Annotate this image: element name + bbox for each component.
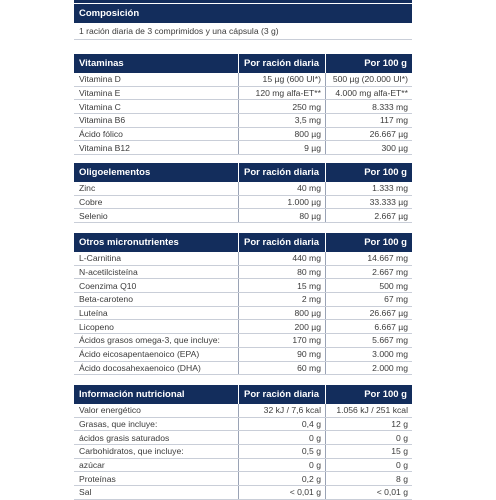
- table-row: Licopeno 200 µg 6.667 µg: [74, 320, 412, 334]
- table-row: Vitamina D 15 µg (600 UI*) 500 µg (20.000 UI*): [74, 73, 412, 87]
- table-row: Grasas, que incluye: 0,4 g 12 g: [74, 418, 412, 432]
- vitaminas-header: [74, 54, 412, 73]
- vitaminas-title: Vitaminas: [79, 58, 124, 69]
- oligoelementos-title: Oligoelementos: [79, 167, 151, 178]
- table-row: Selenio 80 µg 2.667 µg: [74, 209, 412, 223]
- composicion-text: 1 ración diaria de 3 comprimidos y una cápsula (3 g): [74, 23, 412, 40]
- table-row: Ácido fólico 800 µg 26.667 µg: [74, 128, 412, 142]
- col-per-serving: Por ración diaria: [238, 54, 325, 73]
- table-row: Coenzima Q10 15 mg 500 mg: [74, 279, 412, 293]
- col-per-serving: Por ración diaria: [238, 163, 325, 182]
- table-row: Proteínas 0,2 g 8 g: [74, 472, 412, 486]
- col-per-serving: Por ración diaria: [238, 233, 325, 252]
- section-composicion: [74, 4, 412, 40]
- table-row: Vitamina E 120 mg alfa-ET** 4.000 mg alfa-ET**: [74, 87, 412, 101]
- col-per-serving: Por ración diaria: [238, 385, 325, 404]
- col-per-100g: Por 100 g: [325, 233, 412, 252]
- col-per-100g: Por 100 g: [325, 54, 412, 73]
- otros-title: Otros micronutrientes: [79, 237, 179, 248]
- table-row: Carbohidratos, que incluye: 0,5 g 15 g: [74, 445, 412, 459]
- table-row: L-Carnitina 440 mg 14.667 mg: [74, 252, 412, 266]
- table-row: Vitamina C 250 mg 8.333 mg: [74, 100, 412, 114]
- table-row: Ácido eicosapentaenoico (EPA) 90 mg 3.000 mg: [74, 348, 412, 362]
- table-row: Zinc 40 mg 1.333 mg: [74, 182, 412, 196]
- vitaminas-rows: [74, 73, 412, 155]
- col-per-100g: Por 100 g: [325, 163, 412, 182]
- table-row: Valor energético 32 kJ / 7,6 kcal 1.056 kJ / 251 kcal: [74, 404, 412, 418]
- otros-header: [74, 233, 412, 252]
- col-per-100g: Por 100 g: [325, 385, 412, 404]
- table-row: Vitamina B6 3,5 mg 117 mg: [74, 114, 412, 128]
- table-row: ácidos grasis saturados 0 g 0 g: [74, 431, 412, 445]
- table-row: N-acetilcisteína 80 mg 2.667 mg: [74, 266, 412, 280]
- table-row: Ácidos grasos omega-3, que incluye: 170 mg 5.667 mg: [74, 334, 412, 348]
- table-row: azúcar 0 g 0 g: [74, 459, 412, 473]
- nutricional-header: [74, 385, 412, 404]
- section-otros-micronutrientes: [74, 233, 412, 375]
- table-row: Cobre 1.000 µg 33.333 µg: [74, 196, 412, 210]
- section-vitaminas: [74, 54, 412, 155]
- composicion-header: [74, 4, 412, 23]
- composicion-title: Composición: [79, 8, 140, 19]
- table-row: Sal < 0,01 g < 0,01 g: [74, 486, 412, 500]
- section-oligoelementos: [74, 163, 412, 223]
- table-row: Ácido docosahexaenoico (DHA) 60 mg 2.000 mg: [74, 362, 412, 376]
- nutricional-title: Información nutricional: [79, 389, 185, 400]
- section-informacion-nutricional: [74, 385, 412, 500]
- table-row: Luteína 800 µg 26.667 µg: [74, 307, 412, 321]
- top-rule: [74, 0, 412, 3]
- oligoelementos-header: [74, 163, 412, 182]
- table-row: Vitamina B12 9 µg 300 µg: [74, 141, 412, 155]
- table-row: Beta-caroteno 2 mg 67 mg: [74, 293, 412, 307]
